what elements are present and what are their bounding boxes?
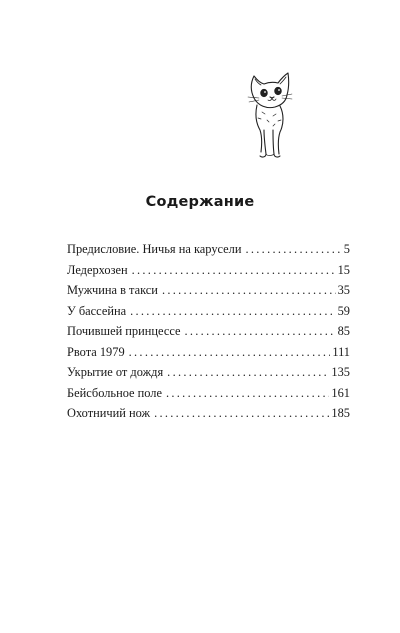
toc-leader-dots bbox=[130, 301, 336, 322]
table-of-contents bbox=[67, 239, 350, 424]
toc-entry bbox=[67, 342, 350, 363]
toc-entry bbox=[67, 321, 350, 342]
toc-entry-page: 59 bbox=[337, 303, 350, 318]
toc-entry-page: 111 bbox=[332, 344, 350, 359]
toc-entry bbox=[67, 280, 350, 301]
toc-entry bbox=[67, 362, 350, 383]
toc-leader-dots bbox=[245, 239, 341, 260]
toc-entry bbox=[67, 383, 350, 404]
toc-entry bbox=[67, 239, 350, 260]
toc-entry-title: Охотничий нож bbox=[67, 406, 151, 420]
page-title: Содержание bbox=[145, 194, 255, 210]
toc-entry bbox=[67, 260, 350, 281]
toc-leader-dots bbox=[129, 342, 331, 363]
toc-leader-dots bbox=[167, 362, 329, 383]
toc-entry-page: 35 bbox=[337, 283, 350, 297]
toc-entry-title: Почившей принцессе bbox=[67, 324, 181, 338]
toc-entry-page: 135 bbox=[331, 365, 350, 379]
toc-entry-page: 15 bbox=[337, 262, 350, 277]
toc-entry-title: Бейсбольное поле bbox=[67, 385, 162, 400]
toc-entry-page: 185 bbox=[331, 406, 350, 420]
toc-leader-dots bbox=[162, 280, 336, 301]
toc-leader-dots bbox=[132, 260, 336, 281]
toc-entry-page: 85 bbox=[337, 324, 350, 338]
toc-entry-title: Укрытие от дождя bbox=[67, 365, 164, 379]
toc-entry-title: У бассейна bbox=[67, 303, 127, 318]
toc-leader-dots bbox=[184, 321, 335, 342]
toc-entry-page: 5 bbox=[343, 242, 350, 256]
toc-leader-dots bbox=[154, 403, 329, 424]
cat-illustration bbox=[242, 68, 294, 160]
toc-leader-dots bbox=[166, 383, 329, 404]
toc-entry bbox=[67, 301, 350, 322]
toc-entry-page: 161 bbox=[331, 385, 350, 400]
toc-entry-title: Рвота 1979 bbox=[67, 344, 125, 359]
toc-entry bbox=[67, 403, 350, 424]
toc-entry-title: Ледерхозен bbox=[67, 262, 128, 277]
toc-entry-title: Предисловие. Ничья на карусели bbox=[67, 242, 242, 256]
toc-entry-title: Мужчина в такси bbox=[67, 283, 158, 297]
